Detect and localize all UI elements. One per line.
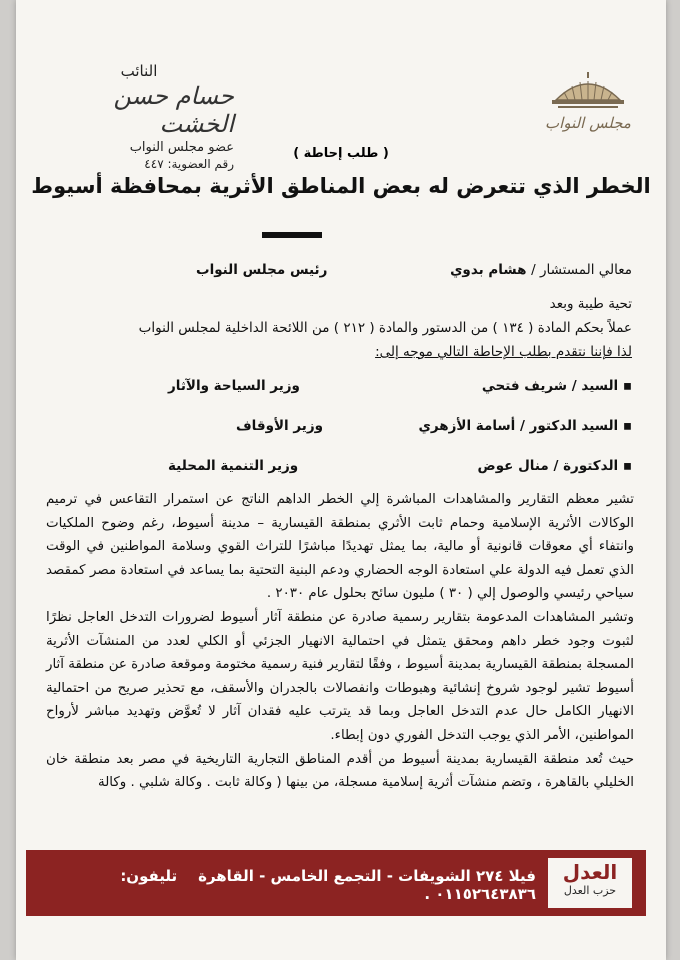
phone-number: ٠١١٥٢٦٤٣٨٣٦ .	[424, 885, 536, 903]
parliament-logo-text: مجلس النواب	[545, 114, 631, 132]
party-logo-mark: العدل	[562, 860, 618, 884]
parliament-dome-icon	[548, 70, 628, 114]
addressee-salutation: معالي المستشار /	[531, 262, 632, 278]
footer-bar	[26, 850, 646, 916]
parliament-logo	[538, 70, 638, 132]
title-divider	[262, 232, 322, 238]
greeting: تحية طيبة وبعد	[549, 296, 632, 312]
document-page	[16, 0, 666, 960]
mp-signature: حسام حسن الخشت	[113, 82, 234, 138]
addressee-name-text: هشام بدوي	[450, 262, 527, 278]
document-title: الخطر الذي تتعرض له بعض المناطق الأثرية بمحافظة أسيوط	[31, 174, 651, 198]
directed-to-intro: لذا فإننا نتقدم بطلب الإحاطة التالي موجه إلى:	[375, 344, 632, 360]
phone-label: تليفون:	[120, 867, 178, 885]
mp-membership: عضو مجلس النواب	[129, 140, 234, 155]
addressee-name	[450, 262, 632, 278]
recipient-name: ▪ السيد / شريف فتحي	[481, 378, 632, 394]
party-logo	[548, 858, 632, 908]
body-paragraph: وتشير المشاهدات المدعومة بتقارير رسمية صادرة عن منطقة آثار أسيوط لضرورات التدخل العاجل نظرًا لثبوت وجود خطر داهم ومحقق يتمثل في احتمالية الانهيار الجزئي أو الكلي لعدد من المنشآت الأثرية المسجلة بمنطقة القيسارية بمدينة أسيوط ، وفقًا لتقارير فنية رسمية مختومة وموقعة صادرة عن منطقة آثار أسيوط تشير لوجود شروخ إنشائية وهبوطات وانفصالات بالجدران والأسقف، مع تحذير صريح من احتمالية الانهيار الكامل حال عدم التدخل العاجل وبما قد يترتب عليه فقدان آثار لا تُعوَّض وتهديد مباشر لأرواح المواطنين، الأمر الذي يوجب التدخل الفوري دون إبطاء.	[46, 609, 634, 743]
recipient-position: وزير التنمية المحلية	[168, 458, 299, 474]
recipient-name: ▪ السيد الدكتور / أسامة الأزهري	[418, 418, 632, 434]
party-name: حزب العدل	[563, 884, 617, 897]
mp-title: النائب	[120, 62, 158, 80]
addressee-position: رئيس مجلس النواب	[196, 262, 328, 278]
recipient-position: وزير الأوقاف	[236, 418, 323, 434]
recipient-name: ▪ الدكتورة / منال عوض	[477, 458, 632, 474]
body-paragraph: تشير معظم التقارير والمشاهدات المباشرة إلي الخطر الداهم الناتج عن استمرار التقاعس في ترميم الوكالات الأثرية الإسلامية وحمام ثابت الأثري بمنطقة القيسارية – مدينة أسيوط، رغم وضوح الملكيات وانتفاء أي معوقات قانونية أو مالية، بما يمثل تهديدًا مباشرًا للتراث القوي وسلامة المواطنين في الوقت الذي تعمل فيه الدولة علي استعادة الوجه الحضاري ودعم البنية التحتية بما يساعد في استعادة مصر كمقصد سياحي رئيسي والوصول إلي ( ٣٠ ) مليون سائح بحلول عام ٢٠٣٠ .	[46, 492, 634, 602]
request-type: ( طلب إحاطة )	[293, 146, 389, 161]
recipient-position: وزير السياحة والآثار	[168, 378, 300, 394]
body-paragraph: حيث تُعد منطقة القيسارية بمدينة أسيوط من أقدم المناطق التجارية التاريخية في مصر بعد منطقة خان الخليلي بالقاهرة ، وتضم منشآت أثرية إسلامية مسجلة، من بينها ( وكالة ثابت . وكالة شلبي . وكالة	[46, 751, 634, 791]
legal-basis: عملاً بحكم المادة ( ١٣٤ ) من الدستور والمادة ( ٢١٢ ) من اللائحة الداخلية لمجلس النواب	[138, 320, 632, 336]
footer-contact	[26, 867, 536, 903]
footer-address: فيلا ٢٧٤ الشويفات - التجمع الخامس - القاهرة	[198, 867, 536, 885]
mp-membership-number: رقم العضوية: ٤٤٧	[144, 157, 234, 171]
document-body	[46, 488, 634, 795]
